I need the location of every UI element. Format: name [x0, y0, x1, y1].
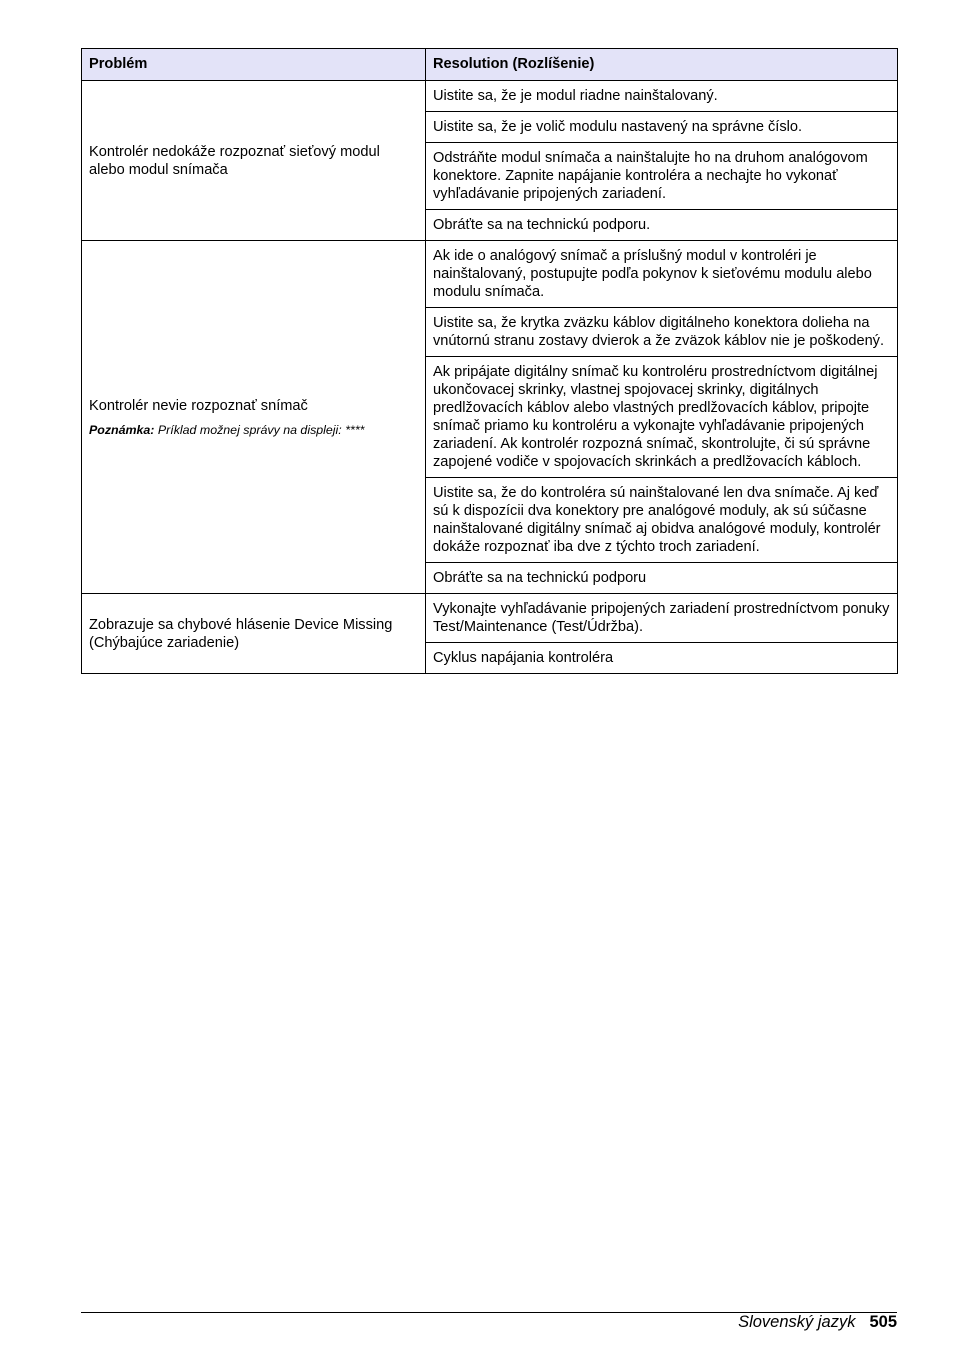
resolution-cell: Uistite sa, že je volič modulu nastavený na správne číslo. [426, 112, 898, 143]
problem-cell: Kontrolér nedokáže rozpoznať sieťový modul alebo modul snímača [82, 81, 426, 241]
troubleshooting-table [81, 48, 898, 674]
header-problem: Problém [82, 49, 426, 81]
problem-note [89, 422, 418, 438]
resolution-cell: Obráťte sa na technickú podporu. [426, 210, 898, 241]
table-row [82, 594, 898, 643]
resolution-cell: Uistite sa, že je modul riadne nainštalovaný. [426, 81, 898, 112]
resolution-cell: Vykonajte vyhľadávanie pripojených zariadení prostredníctvom ponuky Test/Maintenance (Test/Údržba). [426, 594, 898, 643]
note-text: Príklad možnej správy na displeji: **** [157, 422, 365, 437]
resolution-cell: Uistite sa, že do kontroléra sú nainštalované len dva snímače. Aj keď sú k dispozícii dva konektory pre analógové moduly, ak sú súčasne nainštalované digitálny snímač aj obidva analógové moduly, kontrolér dokáže rozpoznať iba dve z týchto troch zariadení. [426, 478, 898, 563]
resolution-cell: Uistite sa, že krytka zväzku káblov digitálneho konektora dolieha na vnútornú stranu zostavy dvierok a že zväzok káblov nie je poškodený. [426, 308, 898, 357]
resolution-cell: Cyklus napájania kontroléra [426, 643, 898, 674]
note-label: Poznámka: [89, 422, 155, 437]
header-resolution: Resolution (Rozlíšenie) [426, 49, 898, 81]
table-row [82, 81, 898, 112]
resolution-cell: Ak pripájate digitálny snímač ku kontroléru prostredníctvom digitálnej ukončovacej skrinky, vlastnej spojovacej skrinky, digitálnych predlžovacích káblov alebo vlastných predlžovacích káblov, pripojte snímač priamo ku kontroléru a vykonajte vyhľadávanie pripojených zariadení. Ak kontrolér rozpozná snímač, skontrolujte, či sú správne zapojené vodiče v spojovacích skrinkách a predlžovacích kábloch. [426, 357, 898, 478]
footer-language: Slovenský jazyk [738, 1313, 856, 1331]
table-header-row [82, 49, 898, 81]
resolution-cell: Odstráňte modul snímača a nainštalujte ho na druhom analógovom konektore. Zapnite napájanie kontroléra a nechajte ho vykonať vyhľadávanie pripojených zariadení. [426, 143, 898, 210]
problem-text: Kontrolér nevie rozpoznať snímač [89, 397, 308, 414]
table-row [82, 241, 898, 308]
problem-cell [82, 241, 426, 594]
problem-cell: Zobrazuje sa chybové hlásenie Device Missing (Chýbajúce zariadenie) [82, 594, 426, 674]
resolution-cell: Obráťte sa na technickú podporu [426, 563, 898, 594]
resolution-cell: Ak ide o analógový snímač a príslušný modul v kontroléri je nainštalovaný, postupujte podľa pokynov k sieťovému modulu alebo modulu snímača. [426, 241, 898, 308]
page-footer [738, 1312, 897, 1334]
page-number: 505 [869, 1313, 897, 1331]
